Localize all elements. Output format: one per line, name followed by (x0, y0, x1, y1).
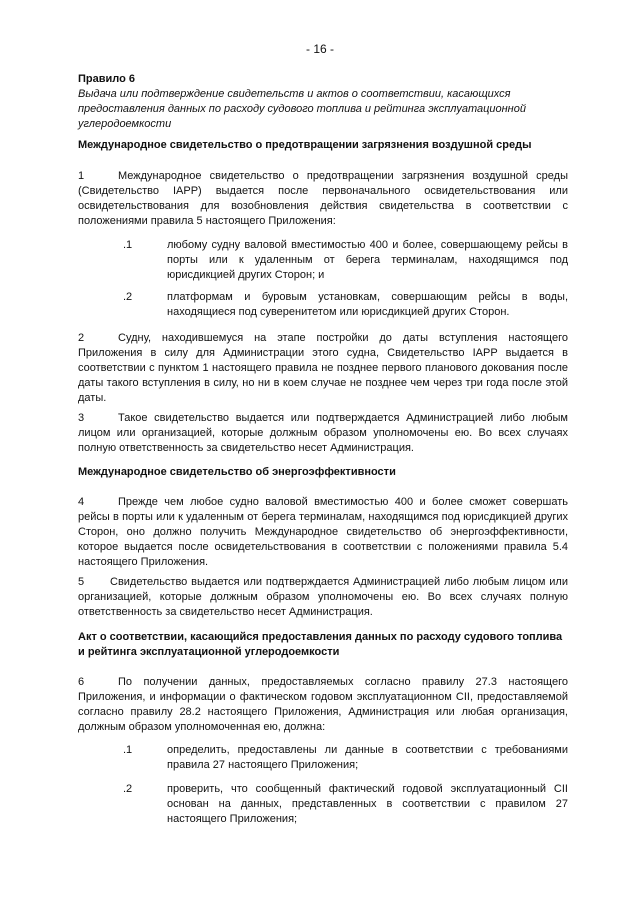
section-heading-energy: Международное свидетельство об энергоэффективности (78, 466, 396, 478)
paragraph-text: Свидетельство выдается или подтверждается Администрацией либо любым лицом или организацией, которые должным образом уполномочены ею. Во всех случаях полную ответственность за свидетельство несет Администрация. (78, 576, 568, 618)
paragraph-number: 6 (78, 676, 85, 688)
paragraph-text: Судну, находившемуся на этапе постройки до даты вступления настоящего Приложения в силу для Администрации этого судна, Свидетельство IAPP выдается в соответствии с пунктом 1 настоящего правила не позднее первого планового докования после даты такого вступления в силу, но ни в коем случае не позднее чем через три года после этой даты. (78, 332, 568, 404)
paragraph-1 (78, 169, 568, 229)
paragraph-text: Международное свидетельство о предотвращении загрязнения воздушной среды (Свидетельство IAPP) выдается после первоначального освидетельствования или освидетельствования для возобновления действия свидетельства в соответствии с положениями правила 5 настоящего Приложения: (78, 170, 568, 227)
rule-header (78, 72, 568, 132)
paragraph-2 (78, 331, 568, 406)
paragraph-text: По получении данных, предоставляемых согласно правилу 27.3 настоящего Приложения, и информации о фактическом годовом эксплуатационном CII, предоставляемой согласно правилу 28.2 настоящего Приложения, Администрация или любая организация, должным образом уполномоченная ею, должна: (78, 676, 568, 733)
item-number: .2 (123, 291, 133, 303)
rule-subtitle: Выдача или подтверждение свидетельств и актов о соответствии, касающихся предоставления данных по расходу судового топлива и рейтинга эксплуатационной углеродоемкости (78, 88, 526, 130)
section-heading-iapp: Международное свидетельство о предотвращении загрязнения воздушной среды (78, 139, 532, 151)
section-heading-soc: Акт о соответствии, касающийся предоставления данных по расходу судового топлива и рейтинга эксплуатационной углеродоемкости (78, 631, 563, 658)
paragraph-number: 5 (78, 576, 85, 588)
paragraph-number: 2 (78, 332, 85, 344)
rule-title: Правило 6 (78, 73, 136, 85)
item-number: .2 (123, 783, 133, 795)
paragraph-number: 3 (78, 412, 85, 424)
paragraph-text: Такое свидетельство выдается или подтверждается Администрацией либо любым лицом или организацией, которые должным образом уполномочены ею. Во всех случаях полную ответственность за свидетельство несет Администрация. (78, 412, 568, 454)
paragraph-5 (78, 575, 568, 620)
item-number: .1 (123, 239, 133, 251)
paragraph-text: Прежде чем любое судно валовой вместимостью 400 и более сможет совершать рейсы в порты или к удаленным от берега терминалам, находящимся под юрисдикцией других Сторон, оно должно получить Международное свидетельство об энергоэффективности, которое выдается после освидетельствования в соответствии с положениями правила 5.4 настоящего Приложения. (78, 496, 568, 568)
paragraph-3 (78, 411, 568, 456)
paragraph-4 (78, 495, 568, 570)
paragraph-number: 4 (78, 496, 85, 508)
item-text: любому судну валовой вместимостью 400 и более, совершающему рейсы в порты или к удаленным от берега терминалам, находящимся под юрисдикцией других Сторон; и (167, 239, 568, 281)
paragraph-6 (78, 675, 568, 735)
item-text: проверить, что сообщенный фактический годовой эксплуатационный CII основан на данных, представленных в соответствии с правилом 27 настоящего Приложения; (167, 783, 568, 825)
item-text: платформам и буровым установкам, совершающим рейсы в воды, находящиеся под суверенитетом или юрисдикцией других Сторон. (167, 291, 568, 318)
item-number: .1 (123, 744, 133, 756)
page-number: - 16 - (305, 42, 334, 56)
paragraph-number: 1 (78, 170, 85, 182)
item-text: определить, предоставлены ли данные в соответствии с требованиями правила 27 настоящего Приложения; (167, 744, 568, 771)
